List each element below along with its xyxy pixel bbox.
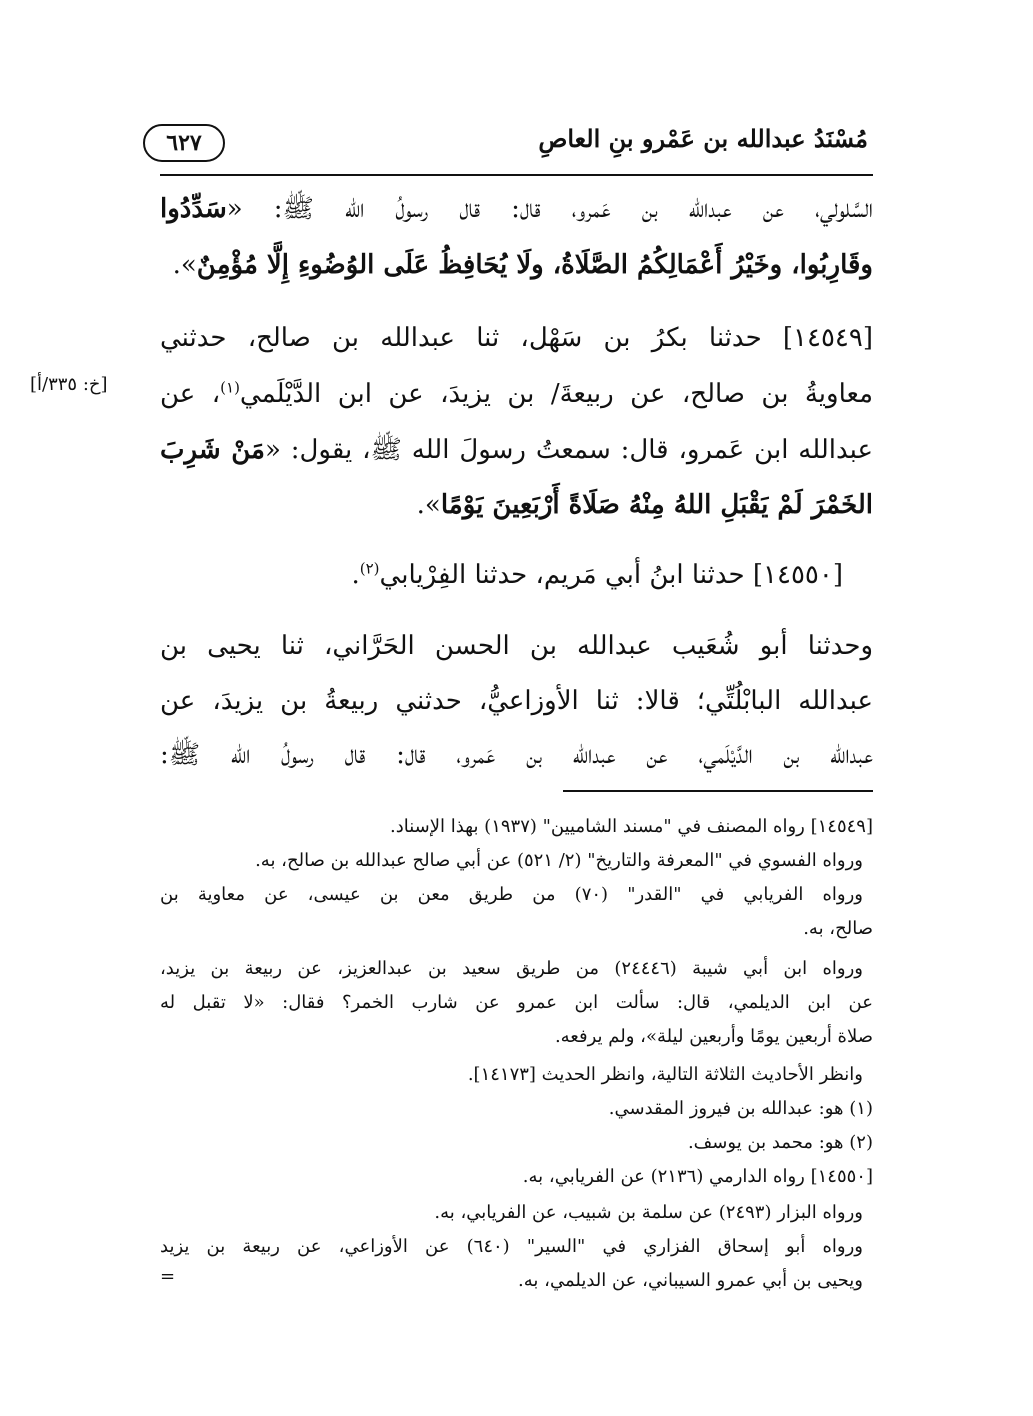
footnote-line: ورواه ابن أبي شيبة (٢٤٤٤٦) من طريق سعيد بن عبدالعزيز، عن ربيعة بن يزيد، xyxy=(160,958,863,979)
header-rule xyxy=(160,174,873,176)
footnote-1: (١) هو: عبدالله بن فيروز المقدسي. xyxy=(608,1098,873,1119)
footnote-line: عن ابن الديلمي، قال: سألت ابن عمرو عن شارب الخمر؟ فقال: «لا تقبل له xyxy=(160,992,873,1013)
footnote-line: ويحيى بن أبي عمرو السيباني، عن الديلمي، به. xyxy=(518,1270,863,1291)
body-line-12: عبدالله بن الدَّيْلَمي، عن عبدالله بن عَمرو، قال: قال رسولُ الله ﷺ: xyxy=(160,740,873,770)
footnote-line: ورواه البزار (٢٤٩٣) عن سلمة بن شبيب، عن الفريابي، به. xyxy=(434,1202,863,1223)
body-line-2: وقَارِبُوا، وخَيْرُ أَعْمَالِكُمُ الصَّلَاةُ، ولَا يُحَافِظُ عَلَى الوُضُوءِ إِلَّا مُؤْمِنٌ». xyxy=(172,250,873,280)
footnote-line: [١٤٥٤٩] رواه المصنف في "مسند الشاميين" (١٩٣٧) بهذا الإسناد. xyxy=(389,816,873,837)
footnote-ref-2: (٢) xyxy=(359,559,380,578)
footnote-line: [١٤٥٥٠] رواه الدارمي (٢١٣٦) عن الفريابي، به. xyxy=(522,1166,873,1187)
footnote-ref-1: (١) xyxy=(220,378,240,397)
footnote-line: ورواه الفسوي في "المعرفة والتاريخ" (٢/ ٥٢١) عن أبي صالح عبدالله بن صالح، به. xyxy=(255,850,863,871)
footnote-line: صلاة أربعين يومًا وأربعين ليلة»، ولم يرفعه. xyxy=(554,1026,873,1047)
running-header-title: مُسْنَدُ عبدالله بن عَمْرو بنِ العاصِ xyxy=(538,124,868,153)
continuation-mark: = xyxy=(160,1266,176,1287)
body-line-1: السَّلولي، عن عبدالله بن عَمرو، قال: قال رسولُ الله ﷺ: «سَدِّدُوا xyxy=(160,194,873,224)
body-line-10: وحدثنا أبو شُعَيب عبدالله بن الحسن الحَرَّاني، ثنا يحيى بن xyxy=(160,631,873,661)
manuscript-folio-note: [خ: ٣٣٥/أ] xyxy=(30,374,108,395)
footnote-line: ورواه أبو إسحاق الفزاري في "السير" (٦٤٠) عن الأوزاعي، عن ربيعة بن يزيد xyxy=(160,1236,863,1257)
hadith-14550-line-1: [١٤٥٥٠] حدثنا ابنُ أبي مَريم، حدثنا الفِرْيابي$^{(٢)}$. xyxy=(351,559,843,590)
hadith-14549-line-3: عبدالله ابن عَمرو، قال: سمعتُ رسولَ الله ﷺ، يقول: «مَنْ شَرِبَ xyxy=(160,435,873,465)
footnote-line: ورواه الفريابي في "القدر" (٧٠) من طريق معن بن عيسى، عن معاوية بن xyxy=(160,884,863,905)
footnote-separator xyxy=(563,790,873,792)
hadith-14549-line-4: الخَمْرَ لَمْ يَقْبَلِ اللهُ مِنْهُ صَلَاةً أَرْبَعِينَ يَوْمًا». xyxy=(416,490,873,520)
footnote-line: وانظر الأحاديث الثلاثة التالية، وانظر الحديث [١٤١٧٣]. xyxy=(467,1064,863,1085)
page-number-badge: ٦٢٧ xyxy=(143,124,225,162)
footnote-2: (٢) هو: محمد بن يوسف. xyxy=(687,1132,873,1153)
footnote-line: صالح، به. xyxy=(803,918,873,939)
body-line-11: عبدالله البابْلُتِّي؛ قالا: ثنا الأوزاعيُّ، حدثني ربيعةُ بن يزيدَ، عن xyxy=(160,686,873,716)
hadith-14549-line-2: معاويةُ بن صالح، عن ربيعةَ/ بن يزيدَ، عن ابن الدَّيْلَمي$^{(١)}$، عن xyxy=(160,378,873,409)
hadith-14549-line-1: [١٤٥٤٩] حدثنا بكرُ بن سَهْل، ثنا عبدالله بن صالح، حدثني xyxy=(160,323,873,353)
